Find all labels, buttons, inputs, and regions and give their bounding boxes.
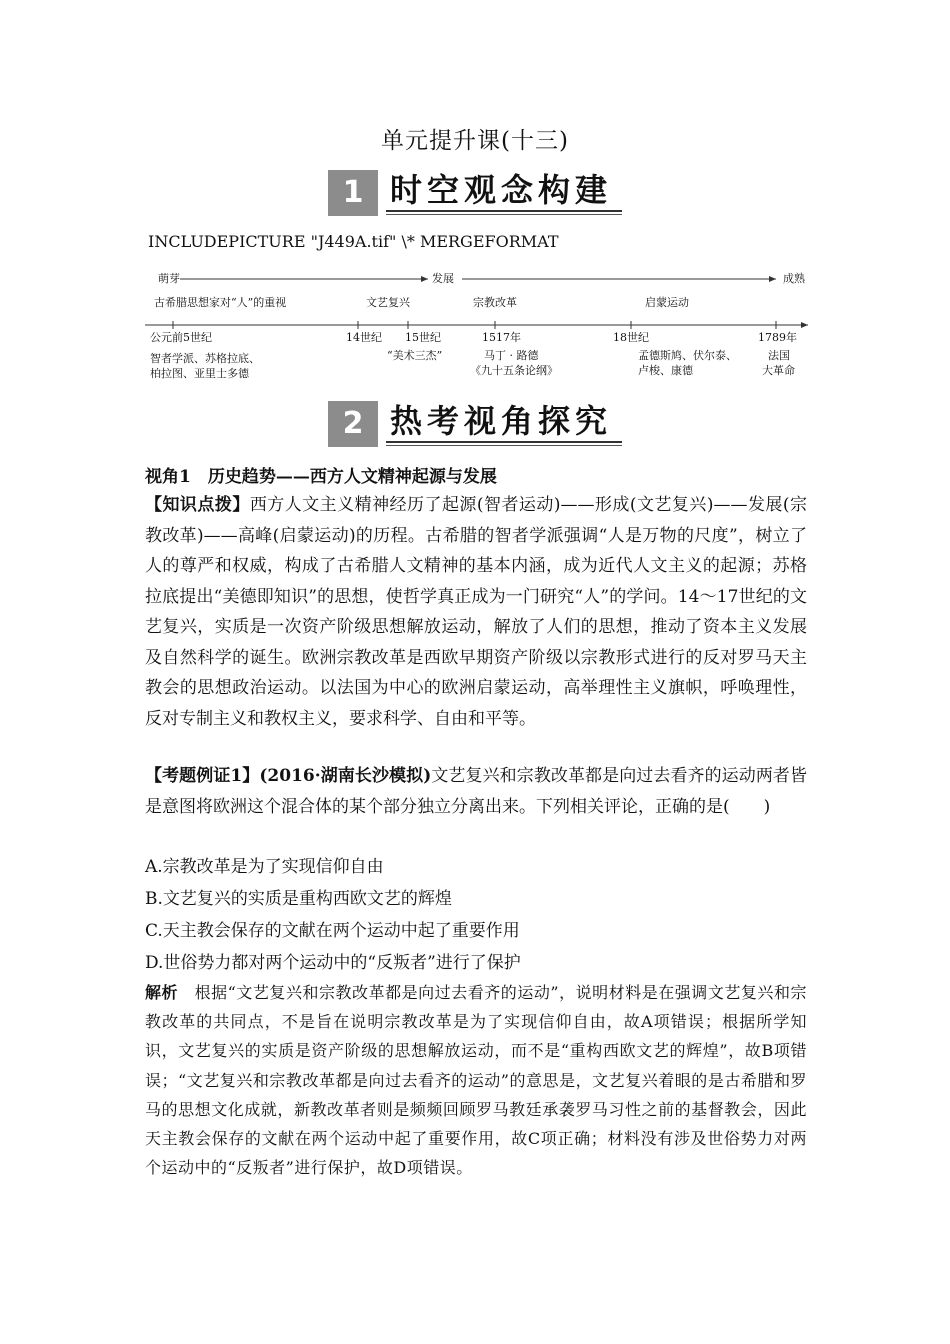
date-label: 1517年 bbox=[482, 331, 521, 344]
option-d: D.世俗势力都对两个运动中的“反叛者”进行了保护 bbox=[145, 953, 521, 973]
movement-label: 文艺复兴 bbox=[366, 296, 410, 309]
banner-number: 2 bbox=[328, 401, 378, 447]
option-c: C.天主教会保存的文献在两个运动中起了重要作用 bbox=[145, 921, 520, 941]
example-source: (2016·湖南长沙模拟) bbox=[259, 766, 432, 786]
people-label: 柏拉图、亚里士多德 bbox=[150, 367, 249, 380]
people-label: 马丁 · 路德 bbox=[484, 349, 539, 362]
knowledge-block bbox=[145, 490, 807, 734]
analysis-block bbox=[145, 978, 807, 1182]
include-picture-field: INCLUDEPICTURE "J449A.tif" \* MERGEFORMAT bbox=[148, 232, 559, 251]
banner-text: 时空观念构建 bbox=[390, 171, 613, 209]
people-label: “美术三杰” bbox=[387, 349, 443, 362]
example-tag: 【考题例证1】 bbox=[145, 766, 260, 786]
movement-label: 启蒙运动 bbox=[645, 296, 689, 309]
section-banner-1 bbox=[328, 170, 622, 216]
option-a: A.宗教改革是为了实现信仰自由 bbox=[145, 857, 384, 877]
example-block bbox=[145, 761, 807, 822]
movement-label: 古希腊思想家对“人”的重视 bbox=[154, 296, 287, 309]
knowledge-text: 西方人文主义精神经历了起源(智者运动)——形成(文艺复兴)——发展(宗教改革)——高峰(启蒙运动)的历程。古希腊的智者学派强调“人是万物的尺度”，树立了人的尊严和权威，构成了古希腊人文精神的基本内涵，成为近代人文主义的起源；苏格拉底提出“美德即知识”的思想，使哲学真正成为一门研究“人”的学问。14～17世纪的文艺复兴，实质是一次资产阶级思想解放运动，解放了人们的思想，推动了资本主义发展及自然科学的诞生。欧洲宗教改革是西欧早期资产阶级以宗教形式进行的反对罗马天主教会的思想政治运动。以法国为中心的欧洲启蒙运动，高举理性主义旗帜，呼唤理性，反对专制主义和教权主义，要求科学、自由和平等。 bbox=[145, 495, 807, 729]
timeline-figure bbox=[140, 262, 820, 382]
people-label: 法国 bbox=[768, 349, 790, 362]
date-label: 15世纪 bbox=[405, 331, 441, 344]
section-heading: 视角1 历史趋势——西方人文精神起源与发展 bbox=[145, 467, 497, 487]
banner-rule bbox=[386, 445, 622, 446]
page-title: 单元提升课(十三) bbox=[381, 128, 569, 154]
date-label: 1789年 bbox=[758, 331, 797, 344]
stage-label: 萌芽 bbox=[158, 272, 180, 285]
movement-label: 宗教改革 bbox=[473, 296, 517, 309]
people-label: 孟德斯鸠、伏尔泰、 bbox=[638, 349, 737, 362]
banner-rule bbox=[386, 214, 622, 215]
analysis-tag: 解析 bbox=[145, 983, 179, 1002]
people-label: 《九十五条论纲》 bbox=[470, 364, 558, 377]
example-text: 文艺复兴和宗教改革都是向过去看齐的运动两者皆是意图将欧洲这个混合体的某个部分独立分离出来。下列相关评论，正确的是( ) bbox=[145, 766, 807, 817]
banner-number: 1 bbox=[328, 170, 378, 216]
date-label: 14世纪 bbox=[346, 331, 382, 344]
people-label: 卢梭、康德 bbox=[638, 364, 693, 377]
analysis-text: 根据“文艺复兴和宗教改革都是向过去看齐的运动”，说明材料是在强调文艺复兴和宗教改革的共同点，不是旨在说明宗教改革是为了实现信仰自由，故A项错误；根据所学知识，文艺复兴的实质是资产阶级的思想解放运动，而不是“重构西欧文艺的辉煌”，故B项错误；“文艺复兴和宗教改革都是向过去看齐的运动”的意思是，文艺复兴着眼的是古希腊和罗马的思想文化成就，新教改革者则是频频回顾罗马教廷承袭罗马习性之前的基督教会，因此天主教会保存的文献在两个运动中起了重要作用，故C项正确；材料没有涉及世俗势力对两个运动中的“反叛者”进行保护，故D项错误。 bbox=[145, 983, 807, 1178]
stage-label: 发展 bbox=[432, 272, 454, 285]
date-label: 公元前5世纪 bbox=[150, 331, 212, 344]
knowledge-tag: 【知识点拨】 bbox=[145, 495, 250, 515]
banner-text: 热考视角探究 bbox=[390, 402, 613, 440]
date-label: 18世纪 bbox=[613, 331, 649, 344]
section-banner-2 bbox=[328, 401, 622, 447]
option-b: B.文艺复兴的实质是重构西欧文艺的辉煌 bbox=[145, 889, 452, 909]
banner-rule bbox=[386, 210, 622, 212]
stage-label: 成熟 bbox=[783, 272, 805, 285]
people-label: 智者学派、苏格拉底、 bbox=[150, 352, 260, 365]
people-label: 大革命 bbox=[762, 364, 795, 377]
banner-rule bbox=[386, 441, 622, 443]
